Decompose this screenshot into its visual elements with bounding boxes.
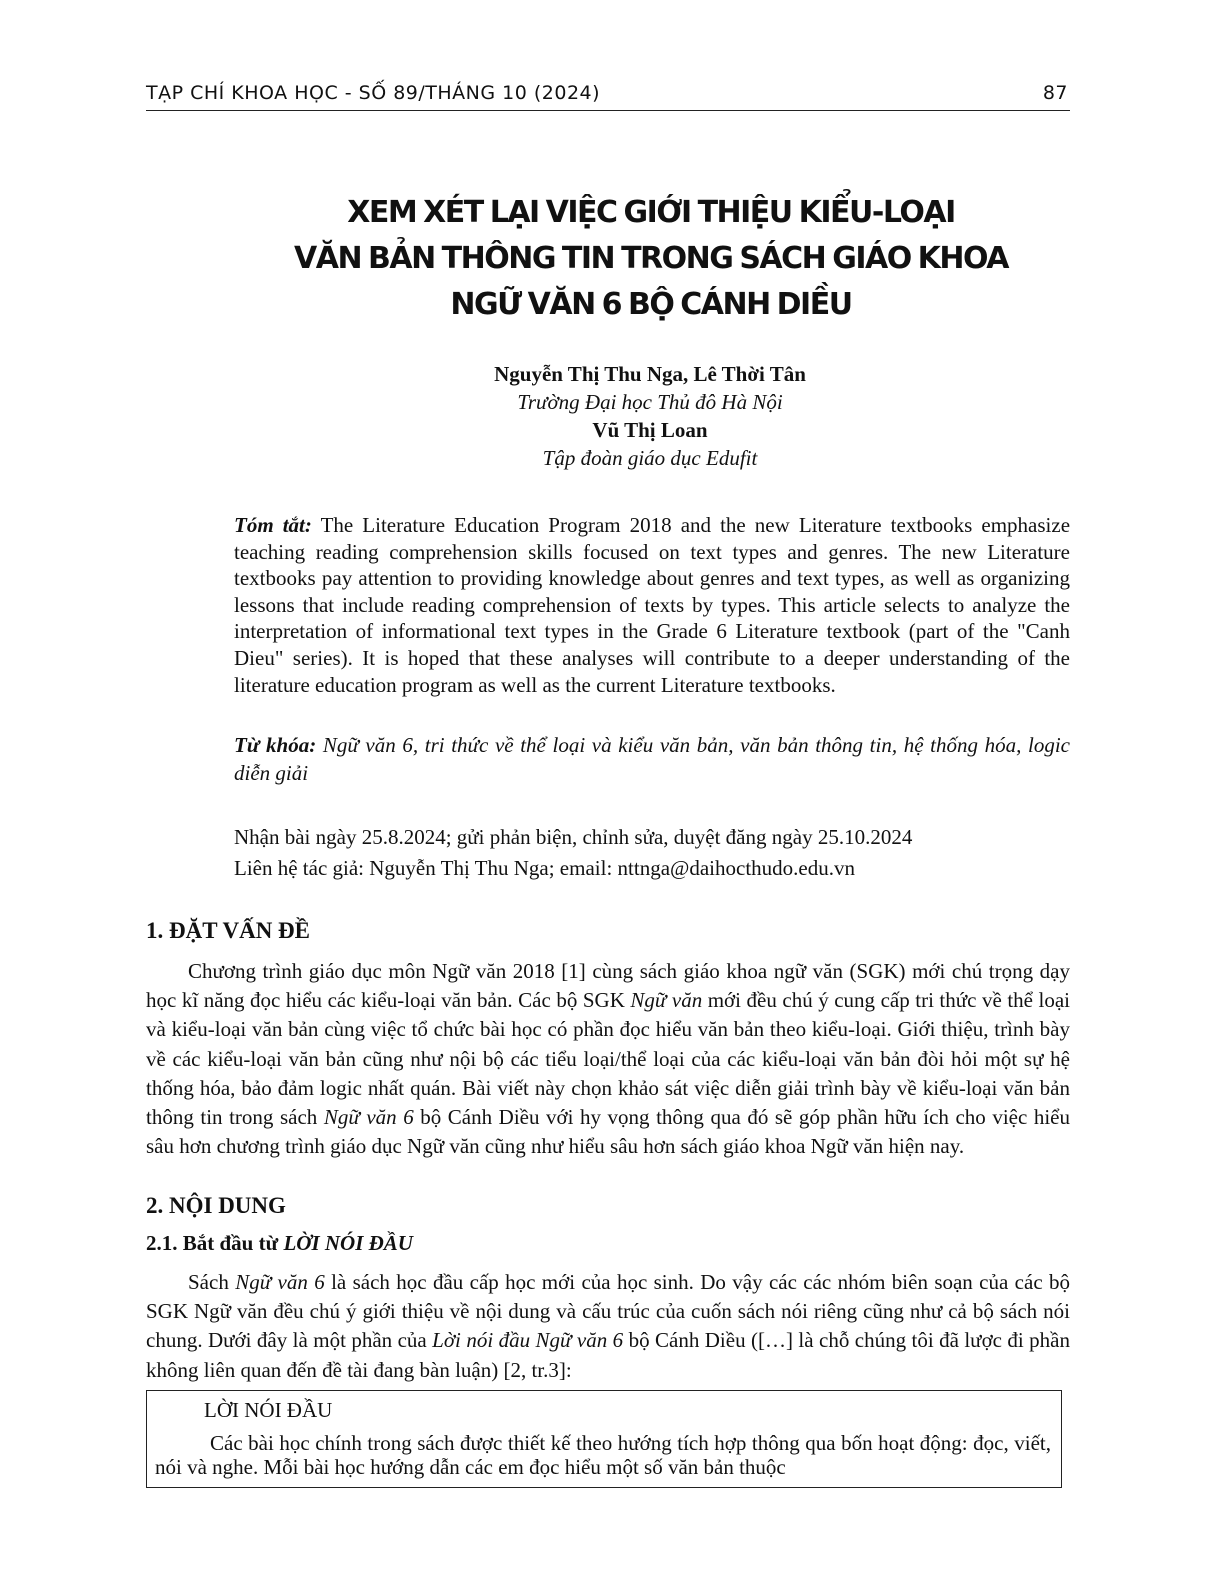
title-line-3: NGỮ VĂN 6 BỘ CÁNH DIỀU (450, 287, 852, 322)
title-line-1: XEM XÉT LẠI VIỆC GIỚI THIỆU KIỂU-LOẠI (347, 195, 955, 230)
abstract-label: Tóm tắt: (234, 513, 312, 537)
article-title (146, 190, 1156, 328)
section-2-1-paragraph (146, 1268, 1070, 1385)
section-1-heading: 1. ĐẶT VẤN ĐỀ (146, 918, 311, 943)
abstract-text: The Literature Education Program 2018 and the new Literature textbooks emphasize teaching reading comprehension skills focused on text types and genres. The new Literature textbooks pay attention to providing knowledge about genres and text types, as well as organizing lessons that include reading comprehension of texts by types. This article selects to analyze the interpretation of informational text types in the Grade 6 Literature textbook (part of the "Canh Dieu" series). It is hoped that these analyses will contribute to a deeper understanding of the literature education program as well as the current Literature textbooks. (234, 513, 1071, 697)
sub-heading-prefix: 2.1. Bắt đầu từ (146, 1231, 284, 1255)
section-1-italic-2: Ngữ văn 6 (323, 1105, 414, 1130)
running-header (146, 80, 1070, 111)
author-names-2: Vũ Thị Loan (592, 418, 708, 442)
quote-box-text: Các bài học chính trong sách được thiết kế theo hướng tích hợp thông qua bốn hoạt động: đọc, viết, nói và nghe. Mỗi bài học hướng dẫn các em đọc hiểu một số văn bản thuộc (155, 1431, 1051, 1479)
section-2-1-heading (146, 1231, 413, 1256)
author-block (300, 360, 1000, 472)
received-dates: Nhận bài ngày 25.8.2024; gửi phản biện, chỉnh sửa, duyệt đăng ngày 25.10.2024 (234, 825, 913, 849)
section-2-italic-1: Ngữ văn 6 (235, 1270, 325, 1294)
title-line-2: VĂN BẢN THÔNG TIN TRONG SÁCH GIÁO KHOA (294, 241, 1008, 276)
section-2-text-a: Sách (188, 1270, 236, 1294)
section-1-text-a: Chương trình giáo dục môn Ngữ văn 2018 [1] cùng sách giáo khoa ngữ văn (SGK) mới chú trọng dạy học kĩ năng đọc hiểu các kiểu-loại văn bản. Các bộ SGK (146, 959, 1070, 1013)
section-1-paragraph (146, 957, 1070, 1161)
section-1-text-b: mới đều chú ý cung cấp tri thức về thể loại và kiểu-loại văn bản cùng việc tổ chức bài học có phần đọc hiểu văn bản theo kiểu-loại. Giới thiệu, trình bày về các kiểu-loại văn bản cũng như nội bộ các tiểu loại/thể loại của các kiểu-loại văn bản đòi hỏi một sự hệ thống hóa, bảo đảm logic nhất quán. Bài viết này chọn khảo sát việc diễn giải trình bày về kiểu-loại văn bản thông tin trong sách (146, 988, 1071, 1130)
affiliation-2: Tập đoàn giáo dục Edufit (542, 446, 758, 470)
author-contact: Liên hệ tác giả: Nguyễn Thị Thu Nga; email: nttnga@daihocthudo.edu.vn (234, 856, 855, 880)
keywords-text: Ngữ văn 6, tri thức về thể loại và kiểu văn bản, văn bản thông tin, hệ thống hóa, logic diễn giải (234, 733, 1070, 785)
quote-box-title: LỜI NÓI ĐẦU (204, 1398, 333, 1422)
keywords-label: Từ khóa: (234, 733, 317, 757)
sub-heading-italic: LỜI NÓI ĐẦU (283, 1231, 413, 1255)
quote-box (146, 1390, 1062, 1488)
section-2-heading: 2. NỘI DUNG (146, 1193, 286, 1218)
section-1-text-c: bộ Cánh Diều với hy vọng thông qua đó sẽ góp phần hữu ích cho việc hiểu sâu hơn chương trình giáo dục Ngữ văn cũng như hiểu sâu hơn sách giáo khoa Ngữ văn hiện nay. (146, 1105, 1071, 1159)
affiliation-1: Trường Đại học Thủ đô Hà Nội (517, 390, 783, 414)
keywords (234, 731, 1070, 787)
author-names-1: Nguyễn Thị Thu Nga, Lê Thời Tân (494, 362, 806, 386)
section-1-italic-1: Ngữ văn (630, 988, 703, 1013)
section-2-text-b: là sách học đầu cấp học mới của học sinh. Do vậy các các nhóm biên soạn của các bộ SGK Ngữ văn đều chú ý giới thiệu về nội dung và cấu trúc của cuốn sách nói riêng cũng như cả bộ sách nói chung. Dưới đây là một phần của (146, 1270, 1070, 1353)
page-number: 87 (1042, 82, 1068, 104)
section-2-text-c: bộ Cánh Diều ([…] là chỗ chúng tôi đã lược đi phần không liên quan đến đề tài đang bàn luận) [2, tr.3]: (146, 1328, 1071, 1382)
journal-name: TẠP CHÍ KHOA HỌC - SỐ 89/THÁNG 10 (2024) (146, 82, 601, 104)
article-meta (234, 822, 1070, 884)
abstract (234, 512, 1070, 698)
section-2-italic-2: Lời nói đầu Ngữ văn 6 (432, 1328, 624, 1353)
